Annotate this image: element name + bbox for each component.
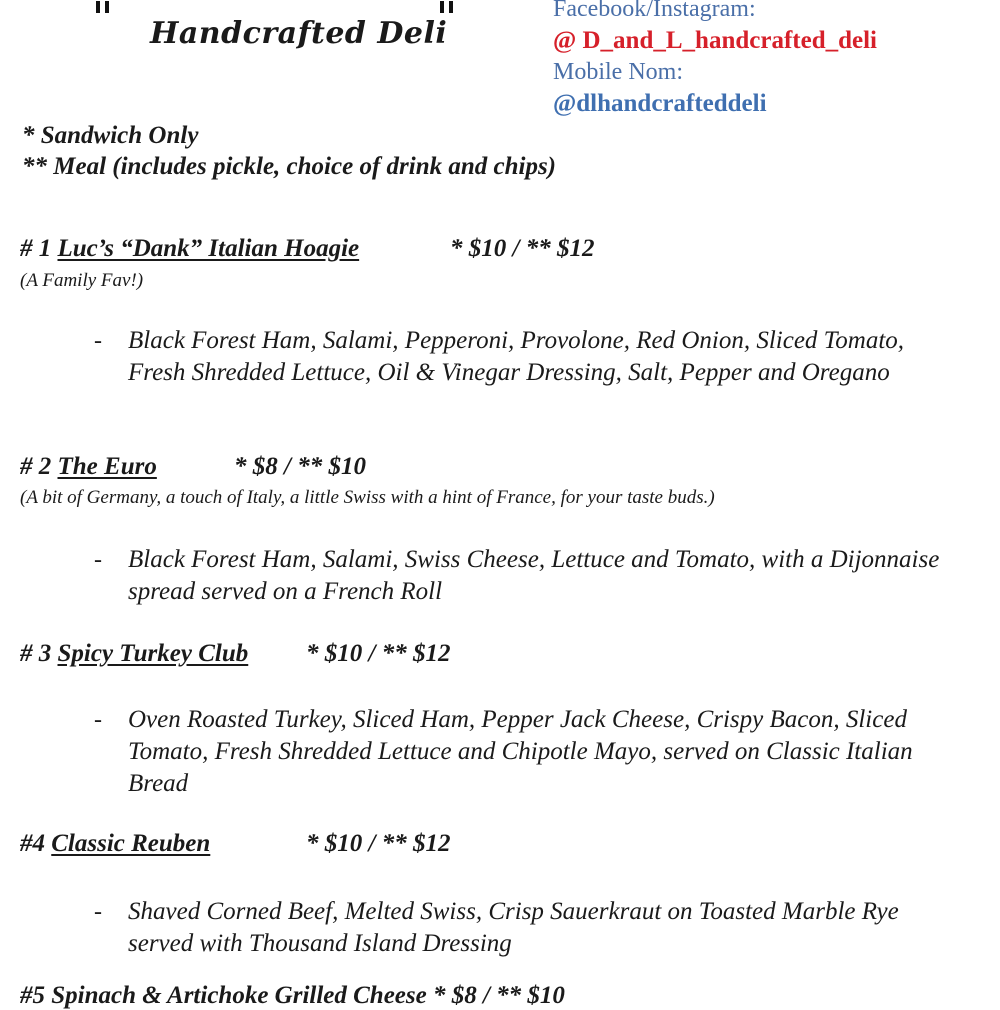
logo-fragment-left — [96, 0, 114, 12]
menu-item-number: # 1 — [20, 235, 52, 262]
logo-fragment-right — [440, 0, 458, 12]
facebook-instagram-label: Facebook/Instagram: — [553, 0, 756, 22]
menu-item-1-bullet: - — [94, 328, 102, 354]
brand-title: Handcrafted Deli — [150, 16, 448, 51]
menu-item-1-description: Black Forest Ham, Salami, Pepperoni, Provolone, Red Onion, Sliced Tomato, Fresh Shredded Lettuce, Oil & Vinegar Dressing, Salt, Pepper and Oregano — [128, 327, 905, 386]
menu-item-number: # 2 — [20, 453, 52, 480]
menu-item-1-note: (A Family Fav!) — [20, 270, 144, 291]
menu-item-1-price: * $10 / ** $12 — [450, 235, 595, 262]
menu-item-2-note: (A bit of Germany, a touch of Italy, a little Swiss with a hint of France, for your taste buds.) — [20, 487, 715, 508]
menu-item-4-header — [20, 830, 210, 858]
menu-item-2-price: * $8 / ** $10 — [234, 453, 366, 480]
menu-item-2-header — [20, 453, 157, 481]
mobile-nom-handle: @dlhandcrafteddeli — [553, 90, 767, 117]
menu-item-name: Spicy Turkey Club — [57, 640, 249, 667]
mobile-nom-label: Mobile Nom: — [553, 59, 683, 85]
menu-item-name: The Euro — [57, 453, 157, 480]
menu-item-3-price: * $10 / ** $12 — [306, 640, 451, 667]
menu-item-name: Luc’s “Dank” Italian Hoagie — [57, 235, 360, 262]
menu-item-number: #4 — [20, 830, 45, 857]
menu-item-3-description: Oven Roasted Turkey, Sliced Ham, Pepper Jack Cheese, Crispy Bacon, Sliced Tomato, Fresh Shredded Lettuce and Chipotle Mayo, served on Classic Italian Bread — [128, 706, 913, 797]
menu-item-2-description: Black Forest Ham, Salami, Swiss Cheese, Lettuce and Tomato, with a Dijonnaise spread served on a French Roll — [128, 546, 940, 605]
legend-meal: ** Meal (includes pickle, choice of drink and chips) — [22, 153, 556, 180]
menu-item-4-price: * $10 / ** $12 — [306, 830, 451, 857]
menu-item-number: # 3 — [20, 640, 52, 667]
menu-item-5-header-partial: #5 Spinach & Artichoke Grilled Cheese * $8 / ** $10 — [20, 982, 565, 1009]
menu-item-3-header — [20, 640, 248, 668]
menu-item-4-description: Shaved Corned Beef, Melted Swiss, Crisp Sauerkraut on Toasted Marble Rye served with Thousand Island Dressing — [128, 898, 899, 957]
menu-item-name: Classic Reuben — [51, 830, 211, 857]
menu-item-2-bullet: - — [94, 547, 102, 573]
menu-item-4-bullet: - — [94, 899, 102, 925]
legend-sandwich-only: * Sandwich Only — [22, 122, 199, 149]
facebook-instagram-handle: @ D_and_L_handcrafted_deli — [553, 27, 877, 54]
menu-item-1-header — [20, 235, 359, 263]
menu-item-3-bullet: - — [94, 707, 102, 733]
